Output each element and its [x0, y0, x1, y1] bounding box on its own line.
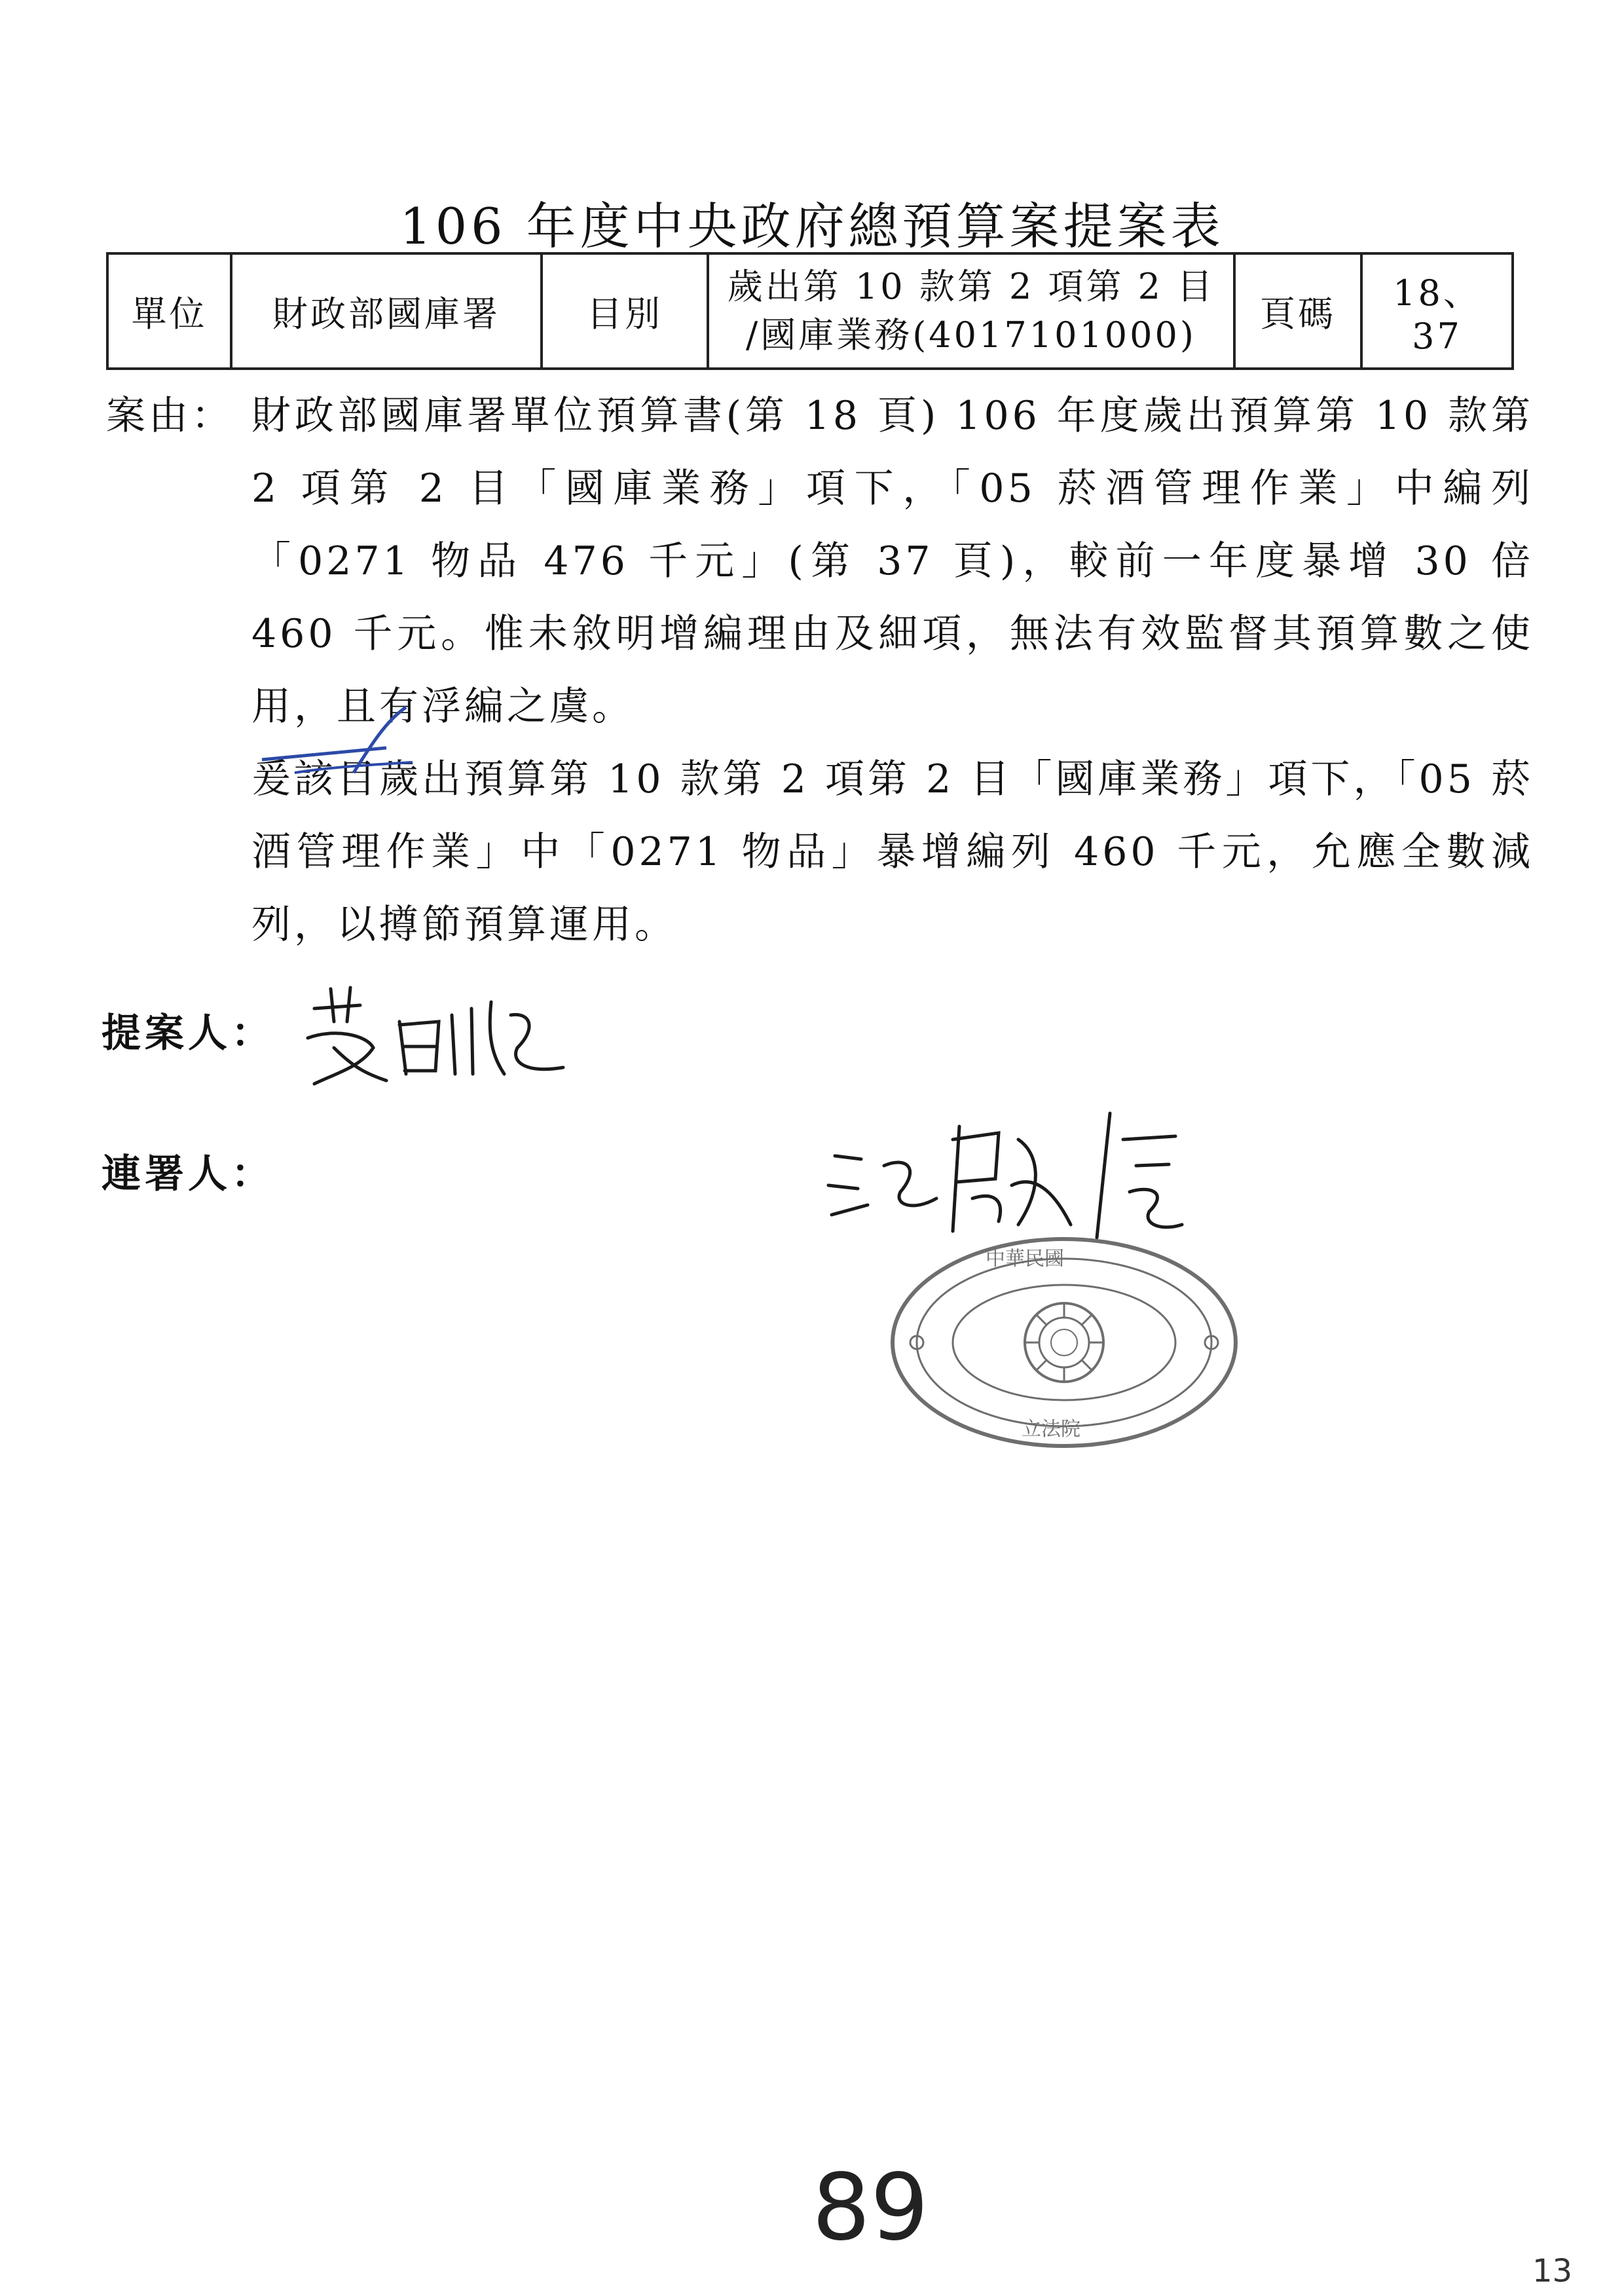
page-label: 頁碼 [1234, 253, 1361, 369]
svg-text:立法院: 立法院 [1022, 1418, 1080, 1441]
unit-value: 財政部國庫署 [231, 253, 542, 369]
handwritten-page-number: 89 [812, 2155, 929, 2261]
item-label: 目別 [542, 253, 708, 369]
item-value [708, 253, 1234, 369]
proposer-signature [295, 976, 570, 1094]
svg-text:中華民國: 中華民國 [986, 1248, 1064, 1270]
cosigner-label: 連署人： [101, 1151, 274, 1197]
reason-paragraph-2: 爰該目歲出預算第 10 款第 2 項第 2 目「國庫業務」項下，「05 菸酒管理作業」中「0271 物品」暴增編列 460 千元，允應全數減列，以撙節預算運用。 [251, 756, 1534, 948]
item-value-line1: 歲出第 10 款第 2 項第 2 目 [727, 266, 1215, 307]
header-table [106, 252, 1514, 370]
document-title: 106 年度中央政府總預算案提案表 [399, 197, 1225, 255]
page-value: 18、37 [1361, 253, 1513, 369]
header-row [107, 253, 1513, 369]
reason-section [106, 380, 1534, 961]
reason-paragraph-1: 財政部國庫署單位預算書(第 18 頁) 106 年度歲出預算第 10 款第 2 項第 2 目「國庫業務」項下，「05 菸酒管理作業」中編列「0271 物品 476 千元」(第 37 頁)，較前一年度暴增 30 倍 460 千元。惟未敘明增編理由及細項，無法有效監督其預算數之使用，且有浮編之虞。 [251, 393, 1534, 730]
unit-label: 單位 [107, 253, 231, 369]
cosigner-signature [822, 1100, 1189, 1244]
reason-body [251, 380, 1534, 961]
reason-label: 案由： [106, 393, 234, 439]
corner-mark: 13 [1532, 2253, 1573, 2289]
proposer-label: 提案人： [101, 1010, 274, 1056]
pen-correction-mark [255, 694, 426, 786]
official-seal [887, 1231, 1241, 1454]
item-value-line2: /國庫業務(4017101000) [746, 314, 1196, 356]
